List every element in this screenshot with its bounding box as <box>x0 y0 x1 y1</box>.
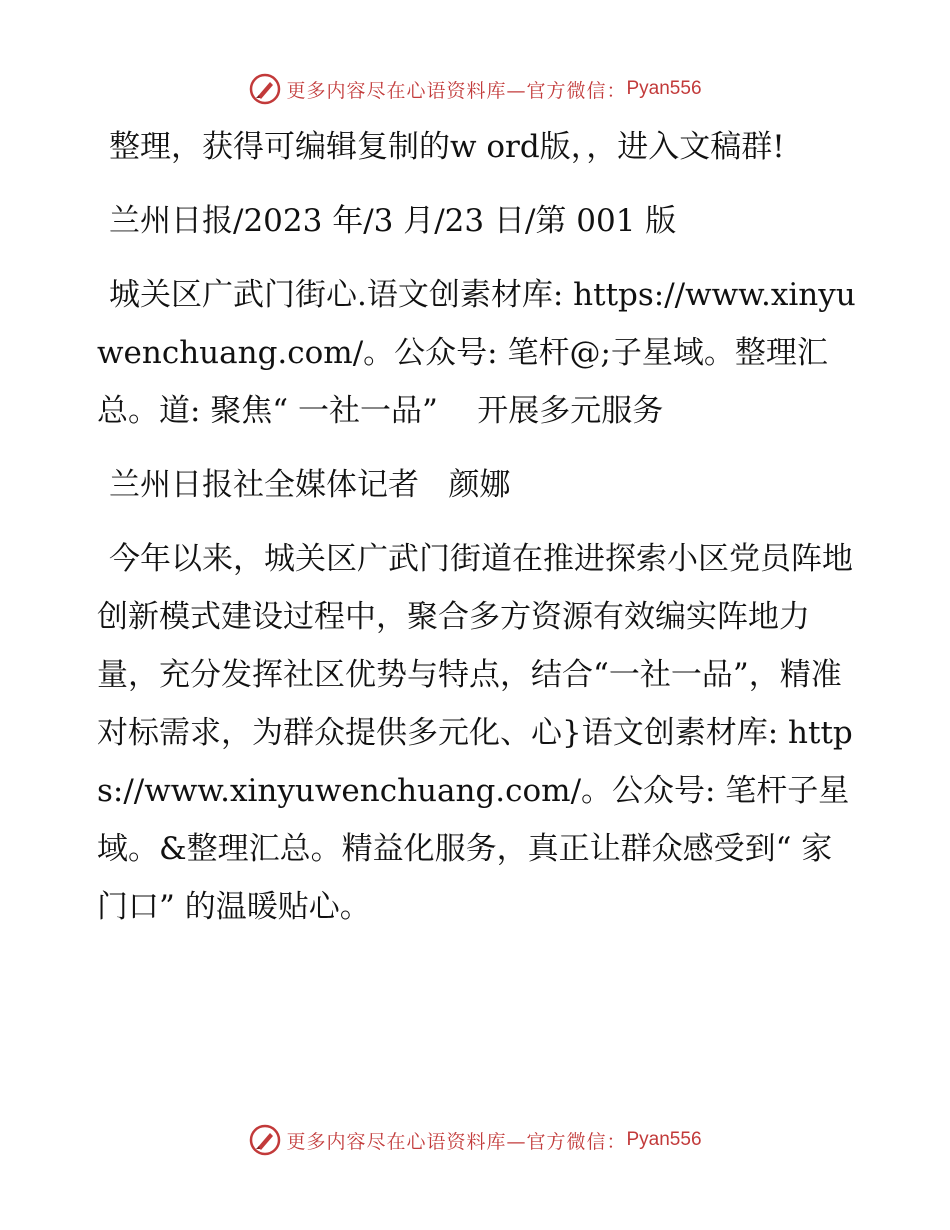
document-body <box>97 118 857 952</box>
footer-banner <box>0 1123 950 1157</box>
paragraph-byline: 兰州日报社全媒体记者 颜娜 <box>109 467 511 503</box>
pen-nib-icon <box>248 1123 282 1157</box>
paragraph-headline: 城关区广武门街心.语文创素材库: https://www.xinyuwenchuang.com/。公众号: 笔杆@;子星域。整理汇总。道: 聚焦“ 一社一品” 开展多元服务 <box>97 277 856 429</box>
header-banner <box>0 72 950 106</box>
paragraph-source: 兰州日报/2023 年/3 月/23 日/第 001 版 <box>109 203 677 239</box>
pen-nib-icon <box>248 72 282 106</box>
header-banner-text: 更多内容尽在心语资料库—官方微信： <box>286 79 627 102</box>
footer-wechat-id: Pyan556 <box>626 1129 702 1150</box>
paragraph-intro: 整理，获得可编辑复制的w ord版，，进入文稿群! <box>109 129 785 165</box>
paragraph-content: 今年以来，城关区广武门街道在推进探索小区党员阵地创新模式建设过程中，聚合多方资源有效编实阵地力量，充分发挥社区优势与特点，结合“一社一品”，精准对标需求，为群众提供多元化、心}语文创素材库: https://www.xinyuwenchuang.com/。公众号: 笔杆子星域。&整理汇总。精益化服务，真正让群众感受到“ 家门口” 的温暖贴心。 <box>97 541 853 925</box>
header-wechat-id: Pyan556 <box>626 78 702 99</box>
footer-banner-text: 更多内容尽在心语资料库—官方微信： <box>286 1130 627 1153</box>
